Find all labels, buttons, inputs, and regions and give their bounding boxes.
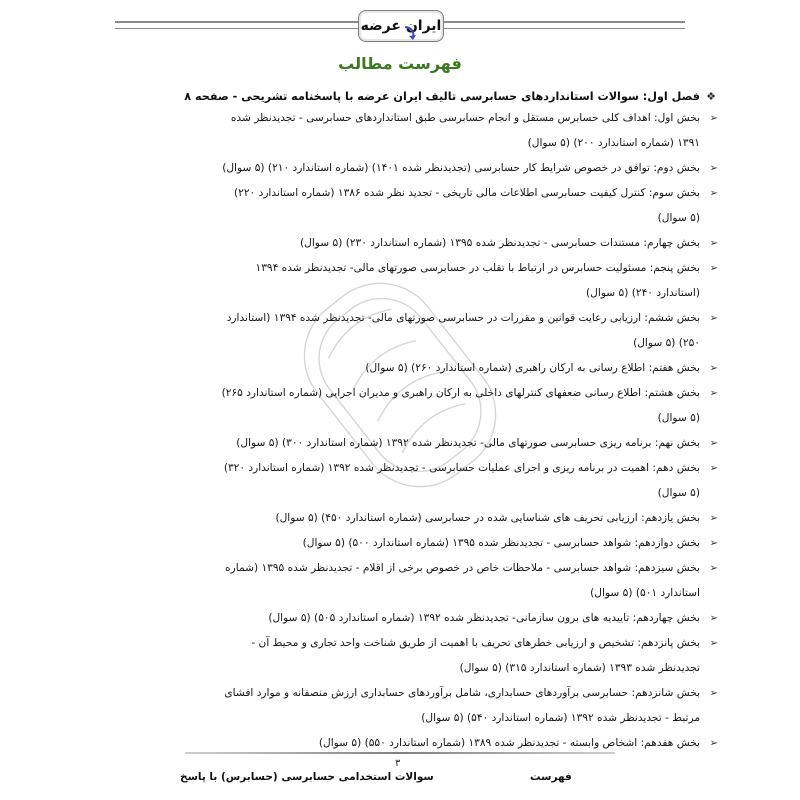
toc-item[interactable] <box>72 381 722 431</box>
arrow-bullet-icon: ➢ <box>709 513 718 524</box>
toc-item-text: ۱۳۹۱ (شماره استاندارد ۲۰۰) (۵ سوال) <box>527 137 700 149</box>
toc-item-text: بخش اول: اهداف کلی حسابرس مستقل و انجام حسابرسی طبق استانداردهای حسابرسی - تجدیدنظر شده <box>230 112 700 124</box>
toc-item-text: بخش شانزدهم: حسابرسی برآوردهای حسابداری، شامل برآوردهای حسابداری ارزش منصفانه و موارد افشای <box>224 687 700 699</box>
toc-item-text: بخش سوم: کنترل کیفیت حسابرسی اطلاعات مالی تاریخی - تجدید نظر شده ۱۳۸۶ (شماره استاندارد ۲۲۰) <box>234 187 700 199</box>
toc-item[interactable] <box>72 431 722 456</box>
toc-item[interactable] <box>72 256 722 306</box>
toc-item-text: مرتبط - تجدیدنظر شده ۱۳۹۲ (شماره استاندارد ۵۴۰) (۵ سوال) <box>421 712 700 724</box>
toc-item[interactable] <box>72 106 722 156</box>
chapter-heading[interactable] <box>72 86 722 106</box>
toc-item-text: بخش سیزدهم: شواهد حسابرسی - ملاحظات خاص در خصوص برخی از اقلام - تجدیدنظر شده ۱۳۹۵ (شماره <box>225 562 700 574</box>
toc-item[interactable] <box>72 556 722 606</box>
chapter-title: فصل اول: سوالات استانداردهای حسابرسی تالیف ایران عرضه با پاسخنامه تشریحی - صفحه ۸ <box>184 89 700 103</box>
page-number: ۳ <box>395 758 401 769</box>
logo <box>358 10 444 42</box>
toc-item-text: بخش ششم: ارزیابی رعایت قوانین و مقررات در حسابرسی صورتهای مالی- تجدیدنظر شده ۱۳۹۴ (استاندارد <box>226 312 700 324</box>
toc-item-text: بخش دهم: اهمیت در برنامه ریزی و اجرای عملیات حسابرسی - تجدیدنظر شده ۱۳۹۲ (شماره استاندارد ۳۲۰) <box>223 462 700 474</box>
toc-item-text: بخش پانزدهم: تشخیص و ارزیابی خطرهای تحریف با اهمیت از طریق شناخت واحد تجاری و محیط آن - <box>251 637 700 649</box>
toc-content <box>72 86 722 756</box>
arrow-bullet-icon: ➢ <box>709 113 718 124</box>
logo-text: ایران عرضه <box>360 18 442 34</box>
toc-item-text: بخش پنجم: مسئولیت حسابرس در ارتباط با تقلب در حسابرسی صورتهای مالی- تجدیدنظر شده ۱۳۹۴ <box>255 262 700 274</box>
toc-item-text: استاندارد ۵۰۱) (۵ سوال) <box>590 587 700 599</box>
toc-item-text: بخش یازدهم: ارزیابی تحریف های شناسایی شده در حسابرسی (شماره استاندارد ۴۵۰) (۵ سوال) <box>275 512 700 524</box>
arrow-bullet-icon: ➢ <box>709 638 718 649</box>
toc-item[interactable] <box>72 631 722 681</box>
toc-item-text: (۵ سوال) <box>657 487 700 499</box>
arrow-bullet-icon: ➢ <box>709 363 718 374</box>
footer-book-title: سوالات استخدامی حسابرسی (حسابرس) با پاسخ <box>180 771 434 783</box>
toc-item-text: بخش هفدهم: اشخاص وابسته - تجدیدنظر شده ۱۳۸۹ (شماره استاندارد ۵۵۰) (۵ سوال) <box>318 737 700 749</box>
toc-item-text: تجدیدنظر شده ۱۳۹۳ (شماره استاندارد ۳۱۵) (۵ سوال) <box>459 662 700 674</box>
toc-item-text: بخش دوم: توافق در خصوص شرایط کار حسابرسی (تجدیدنظر شده ۱۴۰۱) (شماره استاندارد ۲۱۰) (۵ سوال) <box>222 162 700 174</box>
arrow-bullet-icon: ➢ <box>709 738 718 749</box>
toc-item-text: بخش دوازدهم: شواهد حسابرسی - تجدیدنظر شده ۱۳۹۵ (شماره استاندارد ۵۰۰) (۵ سوال) <box>302 537 700 549</box>
toc-item-text: ۲۵۰) (۵ سوال) <box>633 337 700 349</box>
toc-item[interactable] <box>72 306 722 356</box>
toc-item-text: بخش چهاردهم: تاییدیه های برون سازمانی- تجدیدنظر شده ۱۳۹۲ (شماره استاندارد ۵۰۵) (۵ سوال) <box>268 612 700 624</box>
arrow-bullet-icon: ➢ <box>709 613 718 624</box>
toc-item-text: (۵ سوال) <box>657 212 700 224</box>
toc-item[interactable] <box>72 231 722 256</box>
footer-section-label: فهرست <box>530 771 572 783</box>
toc-item[interactable] <box>72 531 722 556</box>
arrow-bullet-icon: ➢ <box>709 388 718 399</box>
arrow-bullet-icon: ➢ <box>709 688 718 699</box>
arrow-bullet-icon: ➢ <box>709 538 718 549</box>
diamond-bullet-icon: ❖ <box>706 89 716 103</box>
arrow-bullet-icon: ➢ <box>709 188 718 199</box>
arrow-bullet-icon: ➢ <box>709 238 718 249</box>
toc-item-text: بخش هفتم: اطلاع رسانی به ارکان راهبری (شماره استاندارد ۲۶۰) (۵ سوال) <box>365 362 700 374</box>
arrow-bullet-icon: ➢ <box>709 438 718 449</box>
toc-item-text: بخش چهارم: مستندات حسابرسی - تجدیدنظر شده ۱۳۹۵ (شماره استاندارد ۲۳۰) (۵ سوال) <box>299 237 700 249</box>
toc-item-text: (۵ سوال) <box>657 412 700 424</box>
toc-list <box>72 106 722 756</box>
arrow-bullet-icon: ➢ <box>709 263 718 274</box>
footer-rule <box>185 752 615 754</box>
toc-item[interactable] <box>72 506 722 531</box>
arrow-bullet-icon: ➢ <box>709 163 718 174</box>
toc-item[interactable] <box>72 156 722 181</box>
logo-arrow-icon <box>403 25 417 41</box>
arrow-bullet-icon: ➢ <box>709 563 718 574</box>
toc-item[interactable] <box>72 606 722 631</box>
toc-item[interactable] <box>72 456 722 506</box>
toc-item[interactable] <box>72 356 722 381</box>
toc-item[interactable] <box>72 181 722 231</box>
toc-title: فهرست مطالب <box>338 54 462 73</box>
arrow-bullet-icon: ➢ <box>709 463 718 474</box>
toc-item-text: بخش هشتم: اطلاع رسانی ضعفهای کنترلهای داخلی به ارکان راهبری و مدیران اجرایی (شماره استاندارد ۲۶۵) <box>221 387 700 399</box>
toc-item-text: (استاندارد ۲۴۰) (۵ سوال) <box>586 287 700 299</box>
toc-item-text: بخش نهم: برنامه ریزی حسابرسی صورتهای مالی- تجدیدنظر شده ۱۳۹۲ (شماره استاندارد ۳۰۰) (۵ سوال) <box>236 437 700 449</box>
arrow-bullet-icon: ➢ <box>709 313 718 324</box>
toc-item[interactable] <box>72 681 722 731</box>
